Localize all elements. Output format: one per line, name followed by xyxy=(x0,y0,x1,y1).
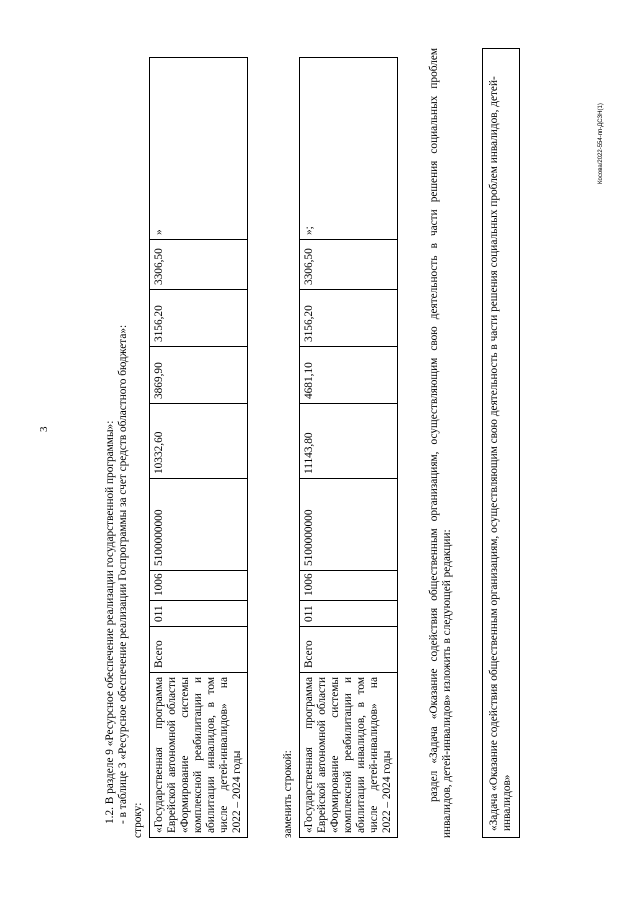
rzpr-cell: 1006 xyxy=(150,571,248,601)
table-row xyxy=(300,58,398,838)
task-box: «Задача «Оказание содействия общественным организациям, осуществляющим свою деятельность в части решения социальных проблем инвалидов, детей-инвалидов» xyxy=(482,48,520,838)
program-name-cell: «Государственная программа Еврейской автономной области «Формирование системы комплексной реабилитации и абилитации инвалидов, в том числе детей-инвалидов» на 2022 – 2024 годы xyxy=(150,673,248,838)
section-paragraph: раздел «Задача «Оказание содействия общественным организациям, осуществляющим свою деятельность в части решения социальных проблем инвалидов, детей-инвалидов» изложить в следующей редакции: xyxy=(428,48,453,838)
page-content xyxy=(104,48,624,838)
footer-code: Косова/2022-554-пп-ДСЗН(1) xyxy=(598,103,604,184)
year-2024-cell: 3306,50 xyxy=(150,240,248,290)
year-2023-cell: 3156,20 xyxy=(300,290,398,347)
year-2022-cell: 3869,90 xyxy=(150,347,248,404)
csr-cell: 5100000000 xyxy=(300,479,398,571)
grbs-cell: 011 xyxy=(150,601,248,627)
rzpr-cell: 1006 xyxy=(300,571,398,601)
total-cell: 10332,60 xyxy=(150,404,248,479)
year-2024-cell: 3306,50 xyxy=(300,240,398,290)
year-2023-cell: 3156,20 xyxy=(150,290,248,347)
tail-cell: » xyxy=(150,58,248,240)
page-number: 3 xyxy=(38,426,50,432)
grbs-cell: 011 xyxy=(300,601,398,627)
table-row xyxy=(150,58,248,838)
total-cell: 11143,80 xyxy=(300,404,398,479)
source-cell: Всего xyxy=(150,627,248,673)
csr-cell: 5100000000 xyxy=(150,479,248,571)
source-cell: Всего xyxy=(300,627,398,673)
program-name-cell: «Государственная программа Еврейской автономной области «Формирование системы комплексной реабилитации и абилитации инвалидов, в том числе детей-инвалидов» на 2022 – 2024 годы xyxy=(300,673,398,838)
replace-label: заменить строкой: xyxy=(282,750,294,838)
tail-cell: »; xyxy=(300,58,398,240)
section-heading: 1.2. В разделе 9 «Ресурсное обеспечение реализации государственной программы»: xyxy=(104,420,116,824)
stroku-label: строку: xyxy=(132,802,144,838)
table-new-row xyxy=(299,57,398,838)
section-subheading: - в таблице 3 «Ресурсное обеспечение реализации Госпрограммы за счет средств областного бюджета»: xyxy=(117,324,129,824)
year-2022-cell: 4681,10 xyxy=(300,347,398,404)
table-old-row xyxy=(149,57,248,838)
